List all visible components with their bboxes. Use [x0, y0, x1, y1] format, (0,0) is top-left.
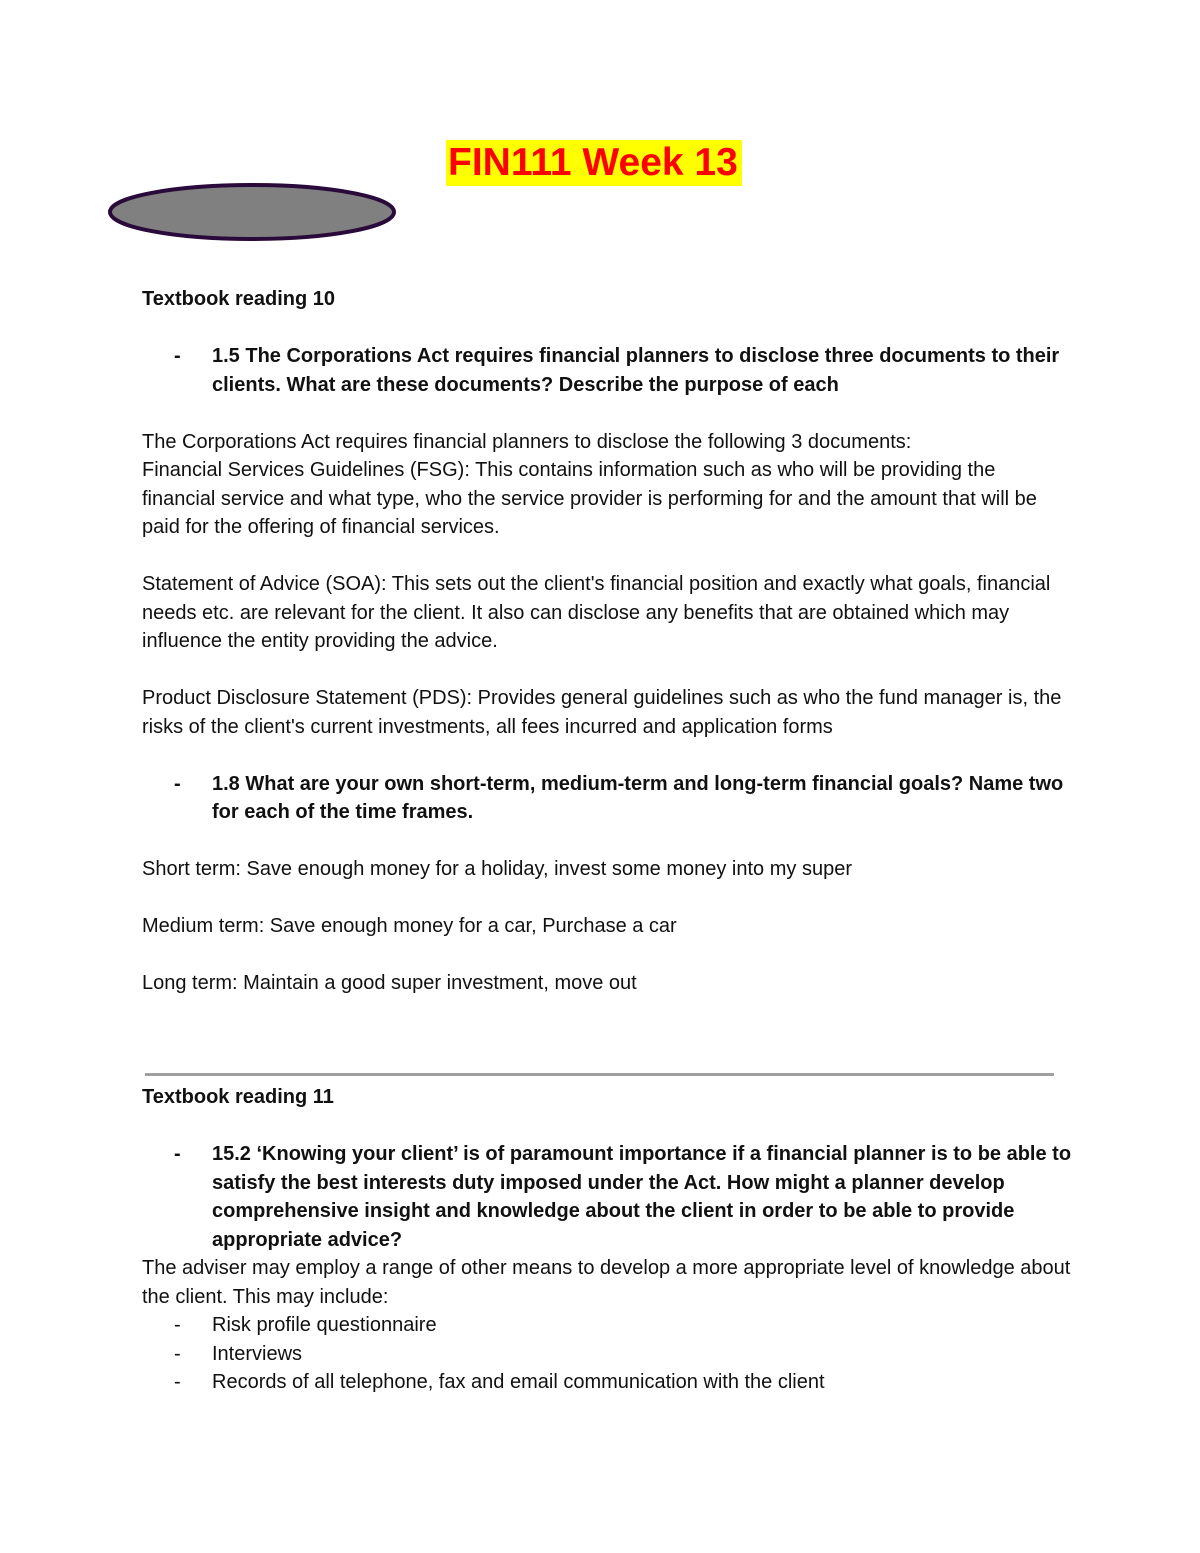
- bullet-dash: -: [174, 345, 181, 367]
- question-1-8: [142, 770, 1072, 827]
- answer-short-term: Short term: Save enough money for a holiday, invest some money into my super: [142, 858, 852, 880]
- bullet-dash: -: [174, 1143, 181, 1165]
- bullet-dash: -: [174, 1371, 181, 1393]
- answer-fsg: Financial Services Guidelines (FSG): This contains information such as who will be providing the financial service and what type, who the service provider is performing for and the amount that will be paid for the offering of financial services.: [142, 459, 1037, 538]
- list-item-text: Records of all telephone, fax and email communication with the client: [212, 1371, 825, 1393]
- question-text: 1.8 What are your own short-term, medium-term and long-term financial goals? Name two for each of the time frames.: [212, 772, 1064, 823]
- question-text: 1.5 The Corporations Act requires financial planners to disclose three documents to their clients. What are these documents? Describe the purpose of each: [212, 345, 1060, 396]
- answer-intro: The Corporations Act requires financial planners to disclose the following 3 documents:: [142, 430, 912, 453]
- bullet-dash: -: [174, 1342, 181, 1365]
- document-body: [142, 285, 1072, 1397]
- answer-long-term: Long term: Maintain a good super investment, move out: [142, 972, 637, 994]
- list-item-text: Risk profile questionnaire: [212, 1314, 437, 1336]
- grey-ellipse-shape: [107, 182, 397, 242]
- horizontal-divider: [145, 1073, 1054, 1076]
- answer-soa: Statement of Advice (SOA): This sets out the client's financial position and exactly what goals, financial needs etc. are relevant for the client. It also can disclose any benefits that are obtained which may influence the entity providing the advice.: [142, 573, 1051, 652]
- list-item-text: Interviews: [212, 1342, 303, 1365]
- page-title: FIN111 Week 13: [446, 140, 742, 186]
- bullet-dash: -: [174, 1314, 181, 1336]
- answer-pds: Product Disclosure Statement (PDS): Provides general guidelines such as who the fund manager is, the risks of the client's current investments, all fees incurred and application forms: [142, 687, 1062, 738]
- question-15-2: [142, 1140, 1072, 1254]
- section-heading-reading-10: Textbook reading 10: [142, 288, 336, 310]
- answer-medium-term: Medium term: Save enough money for a car, Purchase a car: [142, 915, 677, 937]
- list-item: [142, 1368, 1072, 1397]
- section-heading-reading-11: Textbook reading 11: [142, 1086, 334, 1108]
- question-text: 15.2 ‘Knowing your client’ is of paramount importance if a financial planner is to be able to satisfy the best interests duty imposed under the Act. How might a planner develop comprehensive insight and knowledge about the client in order to be able to provide appropriate advice?: [212, 1143, 1072, 1251]
- list-item: [142, 1340, 1072, 1369]
- list-item: [142, 1311, 1072, 1340]
- question-1-5: [142, 342, 1072, 399]
- answer-intro-15-2: The adviser may employ a range of other means to develop a more appropriate level of knowledge about the client. This may include:: [142, 1257, 1071, 1308]
- bullet-dash: -: [174, 772, 181, 795]
